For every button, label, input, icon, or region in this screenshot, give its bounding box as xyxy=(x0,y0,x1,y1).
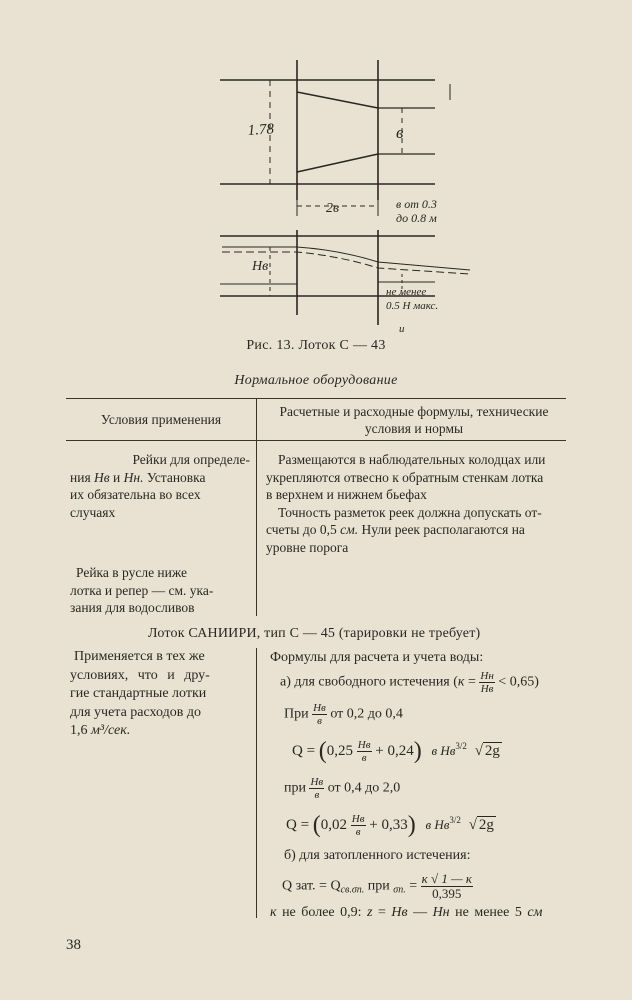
label-width-b: в xyxy=(396,123,404,142)
lower-cond-line4: для учета расходов до xyxy=(70,704,201,720)
ratio-hn-hb: $\frac{Нн}{Нв}$ xyxy=(480,670,494,695)
submergence-fraction: $\frac{к √ 1 — к}{0,395}$ xyxy=(421,871,472,901)
row2-cond-line2: лотка и репер — см. ука- xyxy=(70,582,214,598)
label-min-2: 0.5 Н макс. xyxy=(386,300,439,312)
row1-formulas xyxy=(266,451,566,556)
row1-cond-line1: Рейки для определе- xyxy=(132,452,250,467)
label-b-range-2: до 0.8 м xyxy=(396,211,437,225)
header-formulas xyxy=(262,403,566,437)
flume-diagram xyxy=(200,60,480,335)
label-b-range-1: в от 0.3 xyxy=(396,197,437,211)
row1-form-line5: счеты до 0,5 см. Нули реек располагаются на xyxy=(266,522,525,537)
flume-saniiri-title: Лоток САНИИРИ, тип С — 45 (тарировки не требует) xyxy=(148,626,481,641)
condition-range-1: При $\frac{Нв}{в}$ от 0,2 до 0,4 xyxy=(284,702,403,727)
ratio-hb-b-2: $\frac{Нв}{в}$ xyxy=(310,776,324,801)
case-free-flow: а) для свободного истечения (к = $\frac{Нн}{Нв}$ < 0,65) xyxy=(280,670,539,695)
symbol-hb: Нв xyxy=(94,469,110,485)
row1-form-line4: Точность разметок реек должна допускать от- xyxy=(278,504,542,520)
label-width-total: 1.78 xyxy=(247,121,275,139)
row2-cond-line3: зания для водосливов xyxy=(70,600,195,615)
header-conditions: Условия применения xyxy=(100,412,222,427)
case-submerged-flow: б) для затопленного истечения: xyxy=(284,848,471,863)
row1-cond-line3: их обязательна во всех xyxy=(70,487,201,502)
page-number: 38 xyxy=(66,937,81,953)
lower-cond-line5: 1,6 м³/сек. xyxy=(70,723,131,738)
row2-conditions xyxy=(70,564,250,617)
label-min-1: не менее xyxy=(386,286,427,298)
formulas-intro: Формулы для расчета и учета воды: xyxy=(270,650,484,665)
formula-q-2: Q = (0,02 $\frac{Нв}{в}$ + 0,33) в $Нв^{3/2}$ √ 2g xyxy=(286,812,494,839)
header-formulas-line1: Расчетные и расходные формулы, технические xyxy=(279,404,549,419)
lower-column-divider xyxy=(256,648,257,918)
symbol-hn: Нн. xyxy=(123,469,144,485)
submergence-limit: к не более 0,9: z = Нв — Нн не менее 5 см xyxy=(270,905,543,920)
formula-q-submerged: Q зат. = $Q_{св.\sigma п.}$ при $_{\sigma п.}$ = $\frac{к √ 1 — к}{0,395}$ xyxy=(282,871,472,901)
row1-conditions xyxy=(70,451,250,521)
lower-cond-line1: Применяется в тех же xyxy=(74,649,205,664)
row1-form-line6: уровне порога xyxy=(266,539,349,555)
condition-range-2: при $\frac{Нв}{в}$ от 0,4 до 2,0 xyxy=(284,776,401,801)
row2-cond-line1: Рейка в русле ниже xyxy=(76,565,188,580)
ratio-hb-b-1: $\frac{Нв}{в}$ xyxy=(313,702,326,727)
lower-cond-line3: гие стандартные лотки xyxy=(70,686,207,701)
lower-conditions xyxy=(70,648,250,741)
label-hb: Нв xyxy=(252,259,269,274)
row1-cond-line4: случаях xyxy=(70,504,116,520)
header-formulas-line2: условия и нормы xyxy=(364,421,464,436)
row1-form-line1: Размещаются в наблюдательных колодцах или xyxy=(278,452,546,467)
label-marker: и xyxy=(399,323,405,335)
section-title: Нормальное оборудование xyxy=(234,373,398,388)
table-header-rule xyxy=(66,440,566,441)
lower-cond-line2: условиях, что и дру- xyxy=(70,667,210,683)
row1-cond-line2: ния Нв и Нн. Установка xyxy=(70,469,206,485)
table-top-rule xyxy=(66,398,566,399)
formula-q-1: Q = (0,25 $\frac{Нв}{в}$ + 0,24) в $Нв^{3/2}$ √ 2g xyxy=(292,738,500,765)
row1-form-line2: укрепляются отвесно к обратным стенкам лотка xyxy=(266,469,544,485)
figure-caption: Рис. 13. Лоток С — 43 xyxy=(246,338,386,353)
table-column-divider xyxy=(256,398,257,616)
label-2b: 2в xyxy=(326,201,340,216)
row1-form-line3: в верхнем и нижнем бьефах xyxy=(266,487,427,502)
